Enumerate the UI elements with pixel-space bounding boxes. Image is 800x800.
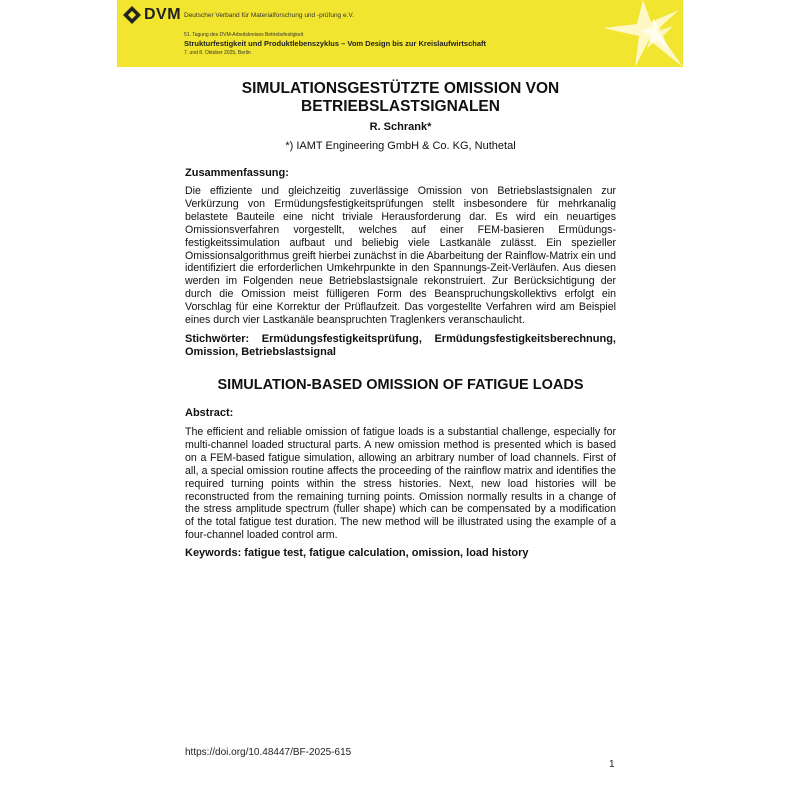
conference-date: 7. und 8. Oktober 2025, Berlin bbox=[184, 50, 251, 56]
keywords-en: Keywords: fatigue test, fatigue calculation, omission, load history bbox=[185, 547, 529, 560]
abstract-heading: Abstract: bbox=[185, 406, 234, 419]
conference-session: 51. Tagung des DVM-Arbeitskreises Betriebsfestigkeit bbox=[184, 32, 304, 38]
summary-heading: Zusammenfassung: bbox=[185, 167, 289, 179]
affiliation: *) IAMT Engineering GmbH & Co. KG, Nuthetal bbox=[285, 140, 516, 152]
page-number: 1 bbox=[609, 759, 615, 770]
author: R. Schrank* bbox=[369, 121, 432, 133]
conference-banner bbox=[117, 0, 683, 67]
logo-text: DVM bbox=[144, 6, 182, 23]
paper-content bbox=[185, 80, 616, 561]
doi-link[interactable]: https://doi.org/10.48447/BF-2025-615 bbox=[185, 747, 352, 758]
conference-title: Strukturfestigkeit und Produktlebenszyklus – Vom Design bis zur Kreislaufwirtschaft bbox=[184, 39, 487, 48]
star-graphic-icon bbox=[583, 0, 683, 67]
paper-title-en: SIMULATION-BASED OMISSION OF FATIGUE LOADS bbox=[217, 376, 584, 393]
organization-name: Deutscher Verband für Materialforschung und -prüfung e.V. bbox=[184, 12, 354, 19]
summary-text: Die effiziente und gleichzeitig zuverlässige Omission von Betriebslastsignalen zur Verkürzung von Ermüdungsfestigkeitsprüfungen stellt insbesondere für mehrkanalig belastete Bauteile eine nicht triviale Herausforderung dar. Es wird ein neuartiges Omissionsverfahren vorgestellt, welches auf einer FEM-basieren Ermüdungs-festigkeitssimulation aufbaut und beliebig viele Lastkanäle zulässt. Ein spezieller Omissionsalgorithmus greift hierbei zunächst in die Abarbeitung der Rainflow-Matrix ein und identifiziert die erforderlichen Umkehrpunkte in den Spannungs-Zeit-Verläufen. Aus diesen werden im Folgenden neue Betriebslastsignale rekonstruiert. Zur Berücksichtigung der durch die Omission meist fülligeren Form des Beanspruchungskollektivs erfolgt ein Vorschlag für eine Korrektur der Prüflaufzeit. Das vorgestellte Verfahren wird am Beispiel eines durch vier Lastkanäle beanspruchten Traglenkers veranschaulicht. bbox=[185, 185, 616, 327]
keywords-de: Stichwörter: Ermüdungsfestigkeitsprüfung, Ermüdungsfestigkeitsberechnung, Omission, Betriebslastsignal bbox=[185, 332, 616, 359]
paper-title-de: SIMULATIONSGESTÜTZTE OMISSION VON BETRIEBSLASTSIGNALEN bbox=[241, 80, 560, 115]
dvm-logo bbox=[123, 6, 181, 24]
abstract-text: The efficient and reliable omission of fatigue loads is a substantial challenge, especially for multi-channel loaded structural parts. A new omission method is presented which is based on a FEM-based fatigue simulation, allowing an arbitrary number of load channels. First of all, a special omission routine affects the proceeding of the rainflow matrix and identifies the required turning points within the stress histories. Next, new load histories will be reconstructed from the remaining turning points. Omission normally results in a change of the stress amplitude spectrum (fuller shape) which can be compensated by a modification of the total fatigue test duration. The new method will be illustrated using the example of a four-channel loaded control arm. bbox=[185, 425, 616, 542]
dvm-diamond-icon bbox=[123, 6, 141, 24]
